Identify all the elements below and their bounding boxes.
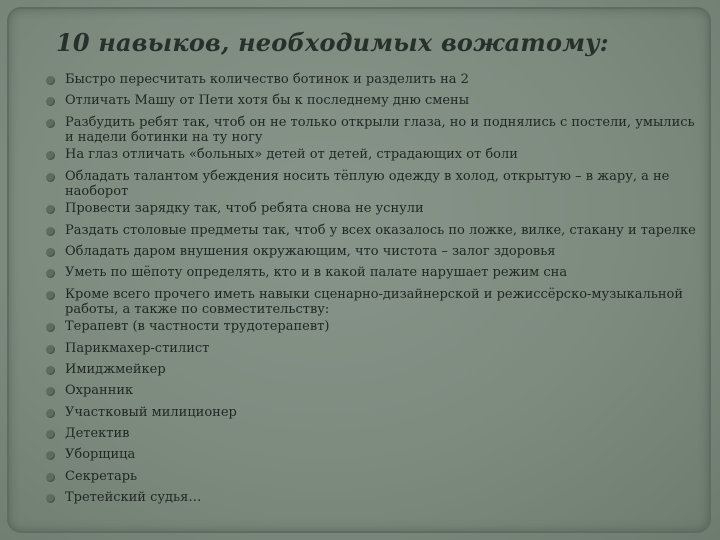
list-item-text: Быстро пересчитать количество ботинок и разделить на 2 <box>65 72 469 87</box>
list-item-text: Отличать Машу от Пети хотя бы к последнему дню смены <box>65 93 470 109</box>
list-item <box>46 265 701 285</box>
bullet-icon <box>46 473 55 482</box>
list-item-text: Третейский судья… <box>65 489 202 505</box>
list-item <box>46 147 701 167</box>
bullet-icon <box>46 345 55 354</box>
list-item <box>46 115 701 146</box>
bullet-icon <box>46 97 55 106</box>
list-item <box>46 201 701 221</box>
list-item-text: Уметь по шёпоту определять, кто и в какой палате нарушает режим сна <box>65 265 568 281</box>
list-item-text: Участковый милиционер <box>65 404 237 420</box>
bullet-icon <box>46 227 55 236</box>
bullet-icon <box>46 173 55 182</box>
bullet-icon <box>46 205 55 214</box>
bullet-icon <box>46 248 55 257</box>
bullet-icon <box>46 151 55 160</box>
list-item <box>46 169 701 200</box>
list-item-text: Кроме всего прочего иметь навыки сценарно-дизайнерской и режиссёрско-музыкальной работы, а также по совместительству: <box>65 286 683 318</box>
list-item <box>46 341 701 361</box>
bullet-icon <box>46 119 55 128</box>
list-item-text: Имиджмейкер <box>65 362 166 378</box>
skills-list <box>46 72 701 511</box>
list-item-text: Детектив <box>65 425 130 441</box>
list-item <box>46 383 701 403</box>
bullet-icon <box>46 291 55 300</box>
list-item-text: Парикмахер-стилист <box>65 340 210 356</box>
list-item <box>46 405 701 425</box>
list-item <box>46 93 701 113</box>
bullet-icon <box>46 387 55 396</box>
list-item-text: Раздать столовые предметы так, чтоб у всех оказалось по ложке, вилке, стакану и тарелке <box>65 222 696 238</box>
list-item <box>46 362 701 382</box>
list-item <box>46 469 701 489</box>
bullet-icon <box>46 409 55 418</box>
bullet-icon <box>46 451 55 460</box>
list-item <box>46 447 701 467</box>
list-item-text: Охранник <box>65 383 134 399</box>
list-item-text: Обладать даром внушения окружающим, что чистота – залог здоровья <box>65 244 556 260</box>
list-item-text: Секретарь <box>65 468 138 484</box>
list-item-text: Обладать талантом убеждения носить тёплую одежду в холод, открытую – в жару, а не наоборот <box>65 168 670 200</box>
list-item-text: Провести зарядку так, чтоб ребята снова не уснули <box>65 201 424 217</box>
bullet-icon <box>46 366 55 375</box>
bullet-icon <box>46 494 55 503</box>
slide-title: 10 навыков, необходимых вожатому: <box>56 28 609 57</box>
list-item <box>46 223 701 243</box>
list-item <box>46 319 701 339</box>
list-item <box>46 72 701 92</box>
bullet-icon <box>46 269 55 278</box>
bullet-icon <box>46 76 55 85</box>
bullet-icon <box>46 430 55 439</box>
list-item <box>46 426 701 446</box>
list-item-text: Уборщица <box>65 447 136 463</box>
list-item <box>46 287 701 318</box>
list-item-text: Разбудить ребят так, чтоб он не только открыли глаза, но и поднялись с постели, умылись и надели ботинки на ту ногу <box>65 114 695 146</box>
list-item-text: На глаз отличать «больных» детей от детей, страдающих от боли <box>65 147 518 163</box>
list-item <box>46 490 701 510</box>
bullet-icon <box>46 323 55 332</box>
list-item <box>46 244 701 264</box>
list-item-text: Терапевт (в частности трудотерапевт) <box>65 319 330 335</box>
